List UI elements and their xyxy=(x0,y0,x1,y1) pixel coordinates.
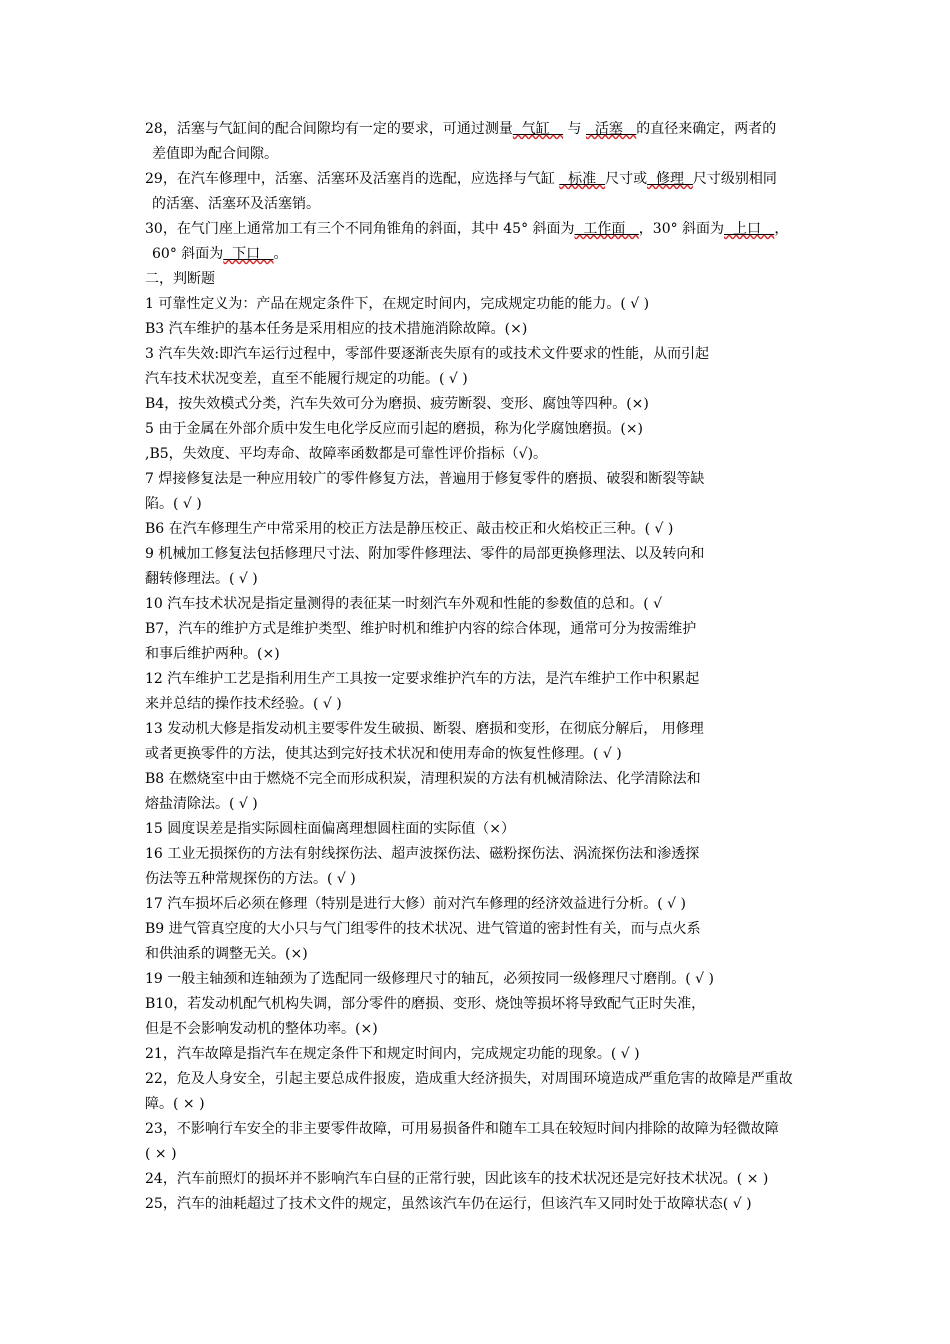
judgment-line: 1 可靠性定义为：产品在规定条件下，在规定时间内，完成规定功能的能力。( √ ) xyxy=(145,296,650,312)
q28-text-mid: 与 xyxy=(563,121,586,137)
judgment-line: B3 汽车维护的基本任务是采用相应的技术措施消除故障。(×) xyxy=(145,321,528,337)
judgment-line: 但是不会影响发动机的整体功率。(×) xyxy=(145,1021,378,1037)
judgment-line: 16 工业无损探伤的方法有射线探伤法、超声波探伤法、磁粉探伤法、涡流探伤法和渗透探 xyxy=(145,846,700,862)
judgment-line: 17 汽车损坏后必须在修理（特别是进行大修）前对汽车修理的经济效益进行分析。( √ ) xyxy=(145,896,687,912)
judgment-line: B4，按失效模式分类，汽车失效可分为磨损、疲劳断裂、变形、腐蚀等四种。(×) xyxy=(145,396,649,412)
judgment-line: 22，危及人身安全，引起主要总成件报废，造成重大经济损失，对周围环境造成严重危害的故障是严重故 xyxy=(145,1071,793,1087)
judgment-line: 19 一般主轴颈和连轴颈为了选配同一级修理尺寸的轴瓦，必须按同一级修理尺寸磨削。( √ ) xyxy=(145,971,715,987)
judgment-line: 23，不影响行车安全的非主要零件故障，可用易损备件和随车工具在较短时间内排除的故障为轻微故障 xyxy=(145,1121,779,1137)
judgment-line: 或者更换零件的方法，使其达到完好技术状况和使用寿命的恢复性修理。( √ ) xyxy=(145,746,622,762)
fill-in-q29-line2: 的活塞、活塞环及活塞销。 xyxy=(152,196,320,212)
judgment-line: 伤法等五种常规探伤的方法。( √ ) xyxy=(145,871,356,887)
judgment-line: 9 机械加工修复法包括修理尺寸法、附加零件修理法、零件的局部更换修理法、以及转向和 xyxy=(145,546,705,562)
fill-in-q29-line1 xyxy=(145,170,777,188)
judgment-line: 24，汽车前照灯的损坏并不影响汽车白昼的正常行驶，因此该车的技术状况还是完好技术状况。( × ) xyxy=(145,1171,769,1187)
judgment-line: B8 在燃烧室中由于燃烧不完全而形成积炭，清理积炭的方法有机械清除法、化学清除法和 xyxy=(145,771,701,787)
q28-blank-2: 活塞 xyxy=(586,121,637,137)
judgment-line: 和供油系的调整无关。(×) xyxy=(145,946,308,962)
judgment-line: 和事后维护两种。(×) xyxy=(145,646,280,662)
q30-blank-3: 下口 xyxy=(223,246,274,262)
judgment-line: 7 焊接修复法是一种应用较广的零件修复方法，普遍用于修复零件的磨损、破裂和断裂等缺 xyxy=(145,471,705,487)
judgment-line: ,B5，失效度、平均寿命、故障率函数都是可靠性评价指标（√)。 xyxy=(145,446,548,462)
q30-text-post: ， xyxy=(774,221,789,237)
judgment-line: ( × ) xyxy=(145,1146,177,1162)
judgment-line: 25，汽车的油耗超过了技术文件的规定，虽然该汽车仍在运行，但该汽车又同时处于故障状态( √ ) xyxy=(145,1196,752,1212)
q28-text-pre: 28，活塞与气缸间的配合间隙均有一定的要求，可通过测量 xyxy=(145,121,513,137)
judgment-line: 障。( × ) xyxy=(145,1096,205,1112)
judgment-line: 13 发动机大修是指发动机主要零件发生破损、断裂、磨损和变形，在彻底分解后， 用修理 xyxy=(145,721,704,737)
q28-blank-1: 气缸 xyxy=(512,121,564,137)
judgment-line: B6 在汽车修理生产中常采用的校正方法是静压校正、敲击校正和火焰校正三种。( √ ) xyxy=(145,521,674,537)
judgment-line: 3 汽车失效:即汽车运行过程中，零部件要逐渐丧失原有的或技术文件要求的性能，从而引起 xyxy=(145,346,710,362)
judgment-line: 12 汽车维护工艺是指利用生产工具按一定要求维护汽车的方法，是汽车维护工作中积累起 xyxy=(145,671,700,687)
fill-in-q28-line2: 差值即为配合间隙。 xyxy=(152,146,278,162)
q29-blank-1: 标准 xyxy=(559,171,606,187)
q29-text-post: 尺寸级别相同 xyxy=(692,171,777,187)
fill-in-q30-line2 xyxy=(152,245,288,263)
q30-line2-pre: 60° 斜面为 xyxy=(152,246,224,262)
judgment-line: 21，汽车故障是指汽车在规定条件下和规定时间内，完成规定功能的现象。( √ ) xyxy=(145,1046,640,1062)
q28-text-post: 的直径来确定，两者的 xyxy=(636,121,777,137)
judgment-line: 翻转修理法。( √ ) xyxy=(145,571,258,587)
judgment-line: B10，若发动机配气机构失调，部分零件的磨损、变形、烧蚀等损坏将导致配气正时失准， xyxy=(145,996,706,1012)
judgment-line: B9 进气管真空度的大小只与气门组零件的技术状况、进气管道的密封性有关，而与点火系 xyxy=(145,921,701,937)
q29-blank-2: 修理 xyxy=(647,171,693,187)
q30-text-pre: 30，在气门座上通常加工有三个不同角锥角的斜面，其中 45° 斜面为 xyxy=(145,221,575,237)
q30-blank-2: 上口 xyxy=(724,221,775,237)
q30-line2-post: 。 xyxy=(273,246,288,262)
judgment-line: 15 圆度误差是指实际圆柱面偏离理想圆柱面的实际值（×） xyxy=(145,821,515,837)
q29-text-mid: 尺寸或 xyxy=(605,171,648,187)
section-title: 二，判断题 xyxy=(145,271,215,287)
judgment-line: 10 汽车技术状况是指定量测得的表征某一时刻汽车外观和性能的参数值的总和。( √ xyxy=(145,596,663,612)
judgment-line: B7，汽车的维护方式是维护类型、维护时机和维护内容的综合体现，通常可分为按需维护 xyxy=(145,621,697,637)
q29-text-pre: 29，在汽车修理中，活塞、活塞环及活塞肖的选配，应选择与气缸 xyxy=(145,171,560,187)
judgment-line: 5 由于金属在外部介质中发生电化学反应而引起的磨损，称为化学腐蚀磨损。(×) xyxy=(145,421,644,437)
judgment-line: 熔盐清除法。( √ ) xyxy=(145,796,258,812)
fill-in-q28-line1 xyxy=(145,120,776,138)
judgment-line: 陷。( √ ) xyxy=(145,496,202,512)
q30-text-mid: ，30° 斜面为 xyxy=(638,221,725,237)
q30-blank-1: 工作面 xyxy=(574,221,639,237)
judgment-line: 来并总结的操作技术经验。( √ ) xyxy=(145,696,342,712)
judgment-line: 汽车技术状况变差，直至不能履行规定的功能。( √ ) xyxy=(145,371,468,387)
fill-in-q30-line1 xyxy=(145,220,788,238)
